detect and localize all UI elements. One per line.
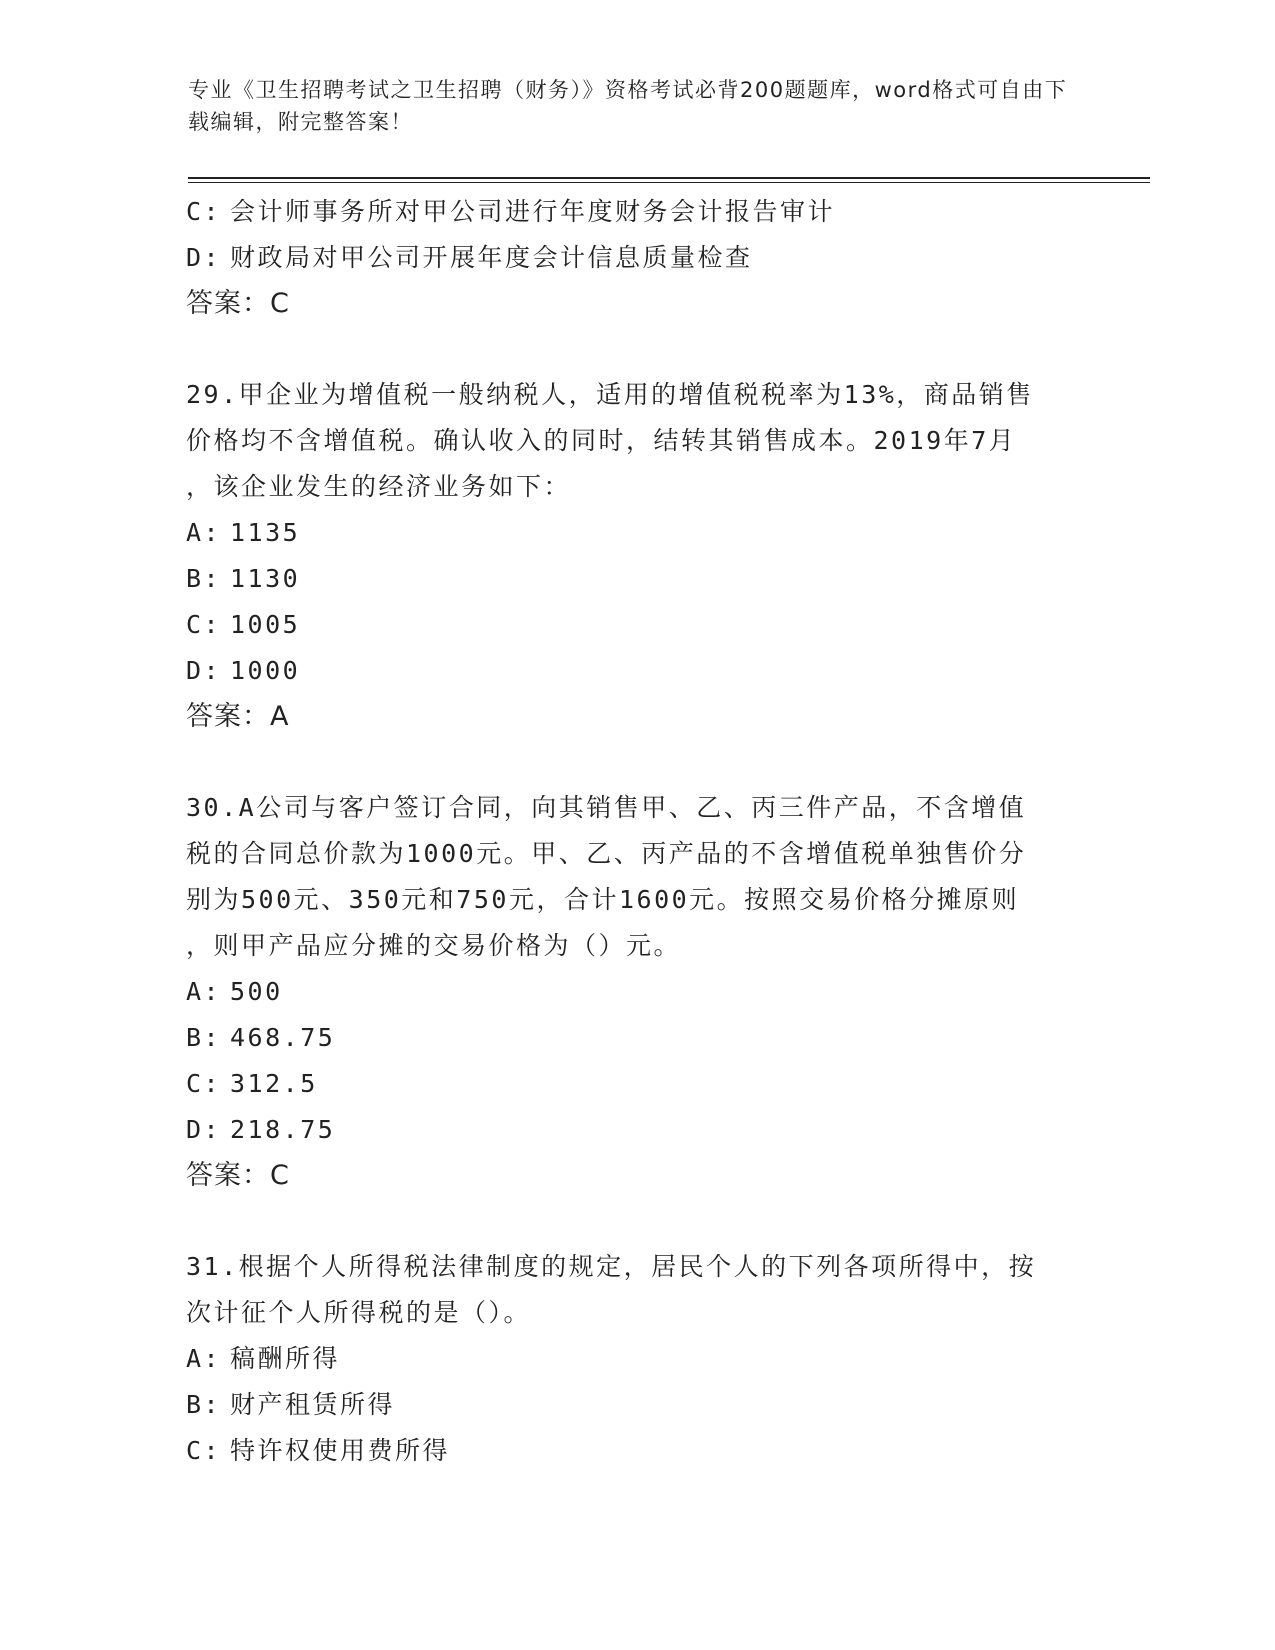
option-text: 财产租赁所得 <box>230 1390 396 1419</box>
option-a <box>186 510 1086 556</box>
answer-line: 答案：C <box>186 1160 290 1191</box>
question-continued <box>186 189 1086 327</box>
option-text: 财政局对甲公司开展年度会计信息质量检查 <box>230 243 753 272</box>
option-label: C: <box>186 610 222 639</box>
question-stem-line: 29.甲企业为增值税一般纳税人，适用的增值税税率为13%，商品销售 <box>186 380 1034 409</box>
option-b <box>186 1382 1086 1428</box>
option-label: B: <box>186 564 222 593</box>
option-text: 1135 <box>230 518 301 547</box>
option-text: 312.5 <box>230 1069 318 1098</box>
question-stem-line: ，则甲产品应分摊的交易价格为（）元。 <box>186 931 682 960</box>
option-label: C: <box>186 1436 222 1465</box>
question-stem-line: 价格均不含增值税。确认收入的同时，结转其销售成本。2019年7月 <box>186 426 1017 455</box>
question-stem-line: 30.A公司与客户签订合同，向其销售甲、乙、丙三件产品，不含增值 <box>186 793 1027 822</box>
option-label: C: <box>186 1069 222 1098</box>
header-title: 专业《卫生招聘考试之卫生招聘（财务）》资格考试必背200题题库，word格式可自由下载编辑，附完整答案！ <box>188 78 1068 134</box>
option-c <box>186 602 1086 648</box>
option-a <box>186 969 1086 1015</box>
option-text: 1130 <box>230 564 301 593</box>
option-d <box>186 235 1086 281</box>
option-label: A: <box>186 977 222 1006</box>
option-label: D: <box>186 1115 222 1144</box>
option-b <box>186 556 1086 602</box>
option-label: B: <box>186 1390 222 1419</box>
question-30 <box>186 785 1086 1199</box>
option-text: 会计师事务所对甲公司进行年度财务会计报告审计 <box>230 197 836 226</box>
answer-line: 答案：C <box>186 288 290 319</box>
option-c <box>186 1061 1086 1107</box>
option-text: 500 <box>230 977 283 1006</box>
question-stem-line: 31.根据个人所得税法律制度的规定，居民个人的下列各项所得中，按 <box>186 1252 1037 1281</box>
option-label: D: <box>186 243 222 272</box>
question-31 <box>186 1244 1086 1474</box>
option-a <box>186 1336 1086 1382</box>
option-text: 1000 <box>230 656 301 685</box>
option-label: A: <box>186 1344 222 1373</box>
header-rule-thick <box>188 177 1150 179</box>
option-label: B: <box>186 1023 222 1052</box>
header-rule-thin <box>188 182 1150 183</box>
answer-line: 答案：A <box>186 701 290 732</box>
option-c <box>186 1428 1086 1474</box>
question-stem-line: 别为500元、350元和750元，合计1600元。按照交易价格分摊原则 <box>186 885 1020 914</box>
option-text: 468.75 <box>230 1023 336 1052</box>
option-label: C: <box>186 197 222 226</box>
option-label: D: <box>186 656 222 685</box>
option-text: 特许权使用费所得 <box>230 1436 451 1465</box>
question-stem-line: 次计征个人所得税的是（）。 <box>186 1298 532 1327</box>
option-d <box>186 648 1086 694</box>
option-d <box>186 1107 1086 1153</box>
question-stem-line: 税的合同总价款为1000元。甲、乙、丙产品的不含增值税单独售价分 <box>186 839 1027 868</box>
page-header <box>188 74 1068 138</box>
option-c <box>186 189 1086 235</box>
question-29 <box>186 372 1086 740</box>
option-label: A: <box>186 518 222 547</box>
option-b <box>186 1015 1086 1061</box>
option-text: 1005 <box>230 610 301 639</box>
option-text: 218.75 <box>230 1115 336 1144</box>
option-text: 稿酬所得 <box>230 1344 341 1373</box>
question-list <box>186 189 1086 1474</box>
question-stem-line: ，该企业发生的经济业务如下： <box>186 472 572 501</box>
